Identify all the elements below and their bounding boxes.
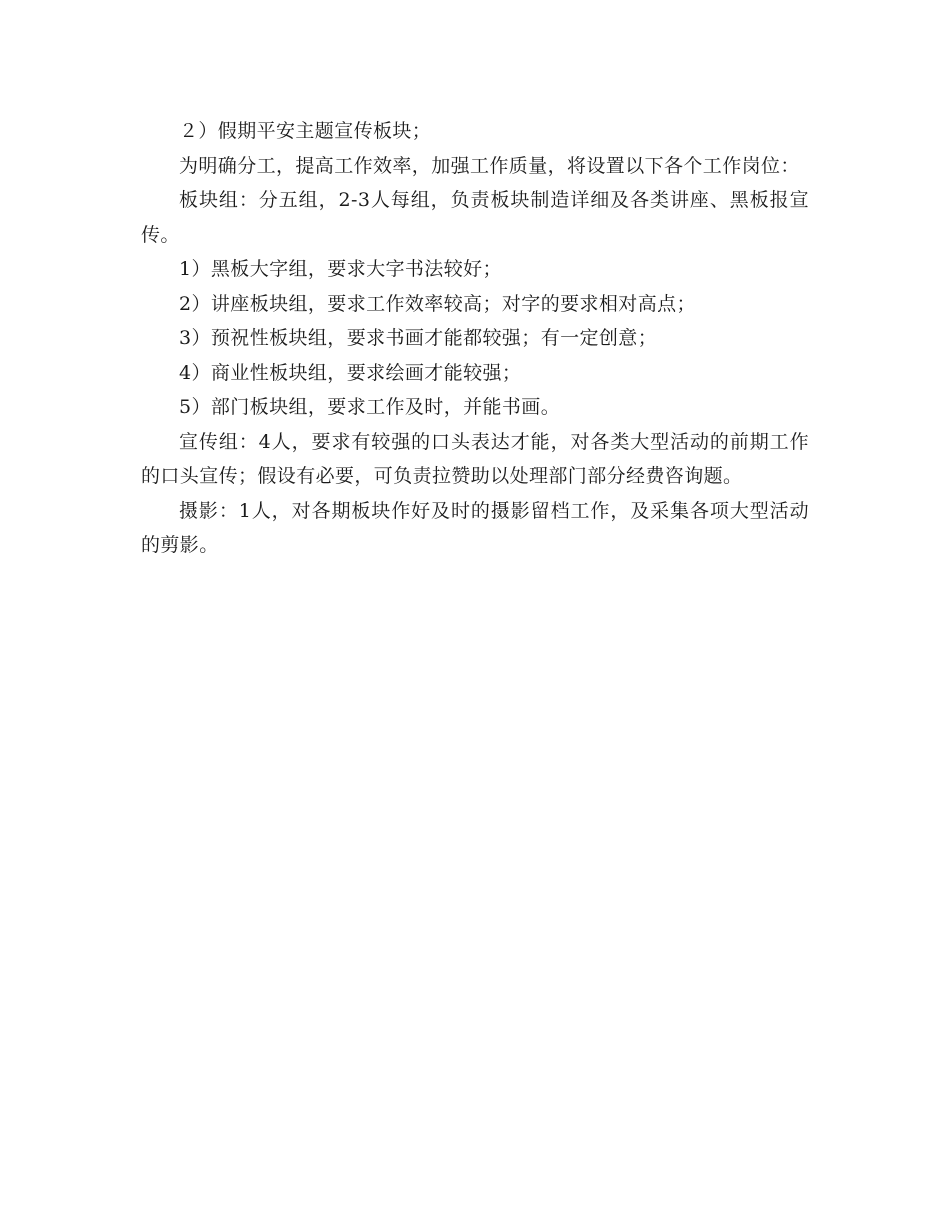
list-item-commercial-group: 4）商业性板块组，要求绘画才能较强； (179, 361, 522, 384)
list-item-blackboard-group: 1）黑板大字组，要求大字书法较好； (179, 258, 502, 280)
paragraph-photography: 摄影：1人，对各期板块作好及时的摄影留档工作，及采集各项大型活动的剪影。 (141, 499, 809, 556)
document-body (141, 114, 809, 563)
list-item-celebration-group: 3）预祝性板块组，要求书画才能都较强；有一定创意； (179, 327, 658, 349)
paragraph-holiday-safety: ２）假期平安主题宣传板块； (179, 120, 432, 142)
list-item-lecture-group: 2）讲座板块组，要求工作效率较高；对字的要求相对高点； (179, 292, 696, 315)
paragraph-division-intro: 为明确分工，提高工作效率，加强工作质量，将设置以下各个工作岗位： (179, 154, 800, 177)
paragraph-publicity-group: 宣传组：4人，要求有较强的口头表达才能，对各类大型活动的前期工作的口头宣传；假设有必要，可负责拉赞助以处理部门部分经费咨询题。 (141, 430, 809, 487)
paragraph-board-group: 板块组：分五组，2-3人每组，负责板块制造详细及各类讲座、黑板报宣传。 (141, 189, 809, 246)
list-item-department-group: 5）部门板块组，要求工作及时，并能书画。 (179, 396, 561, 418)
